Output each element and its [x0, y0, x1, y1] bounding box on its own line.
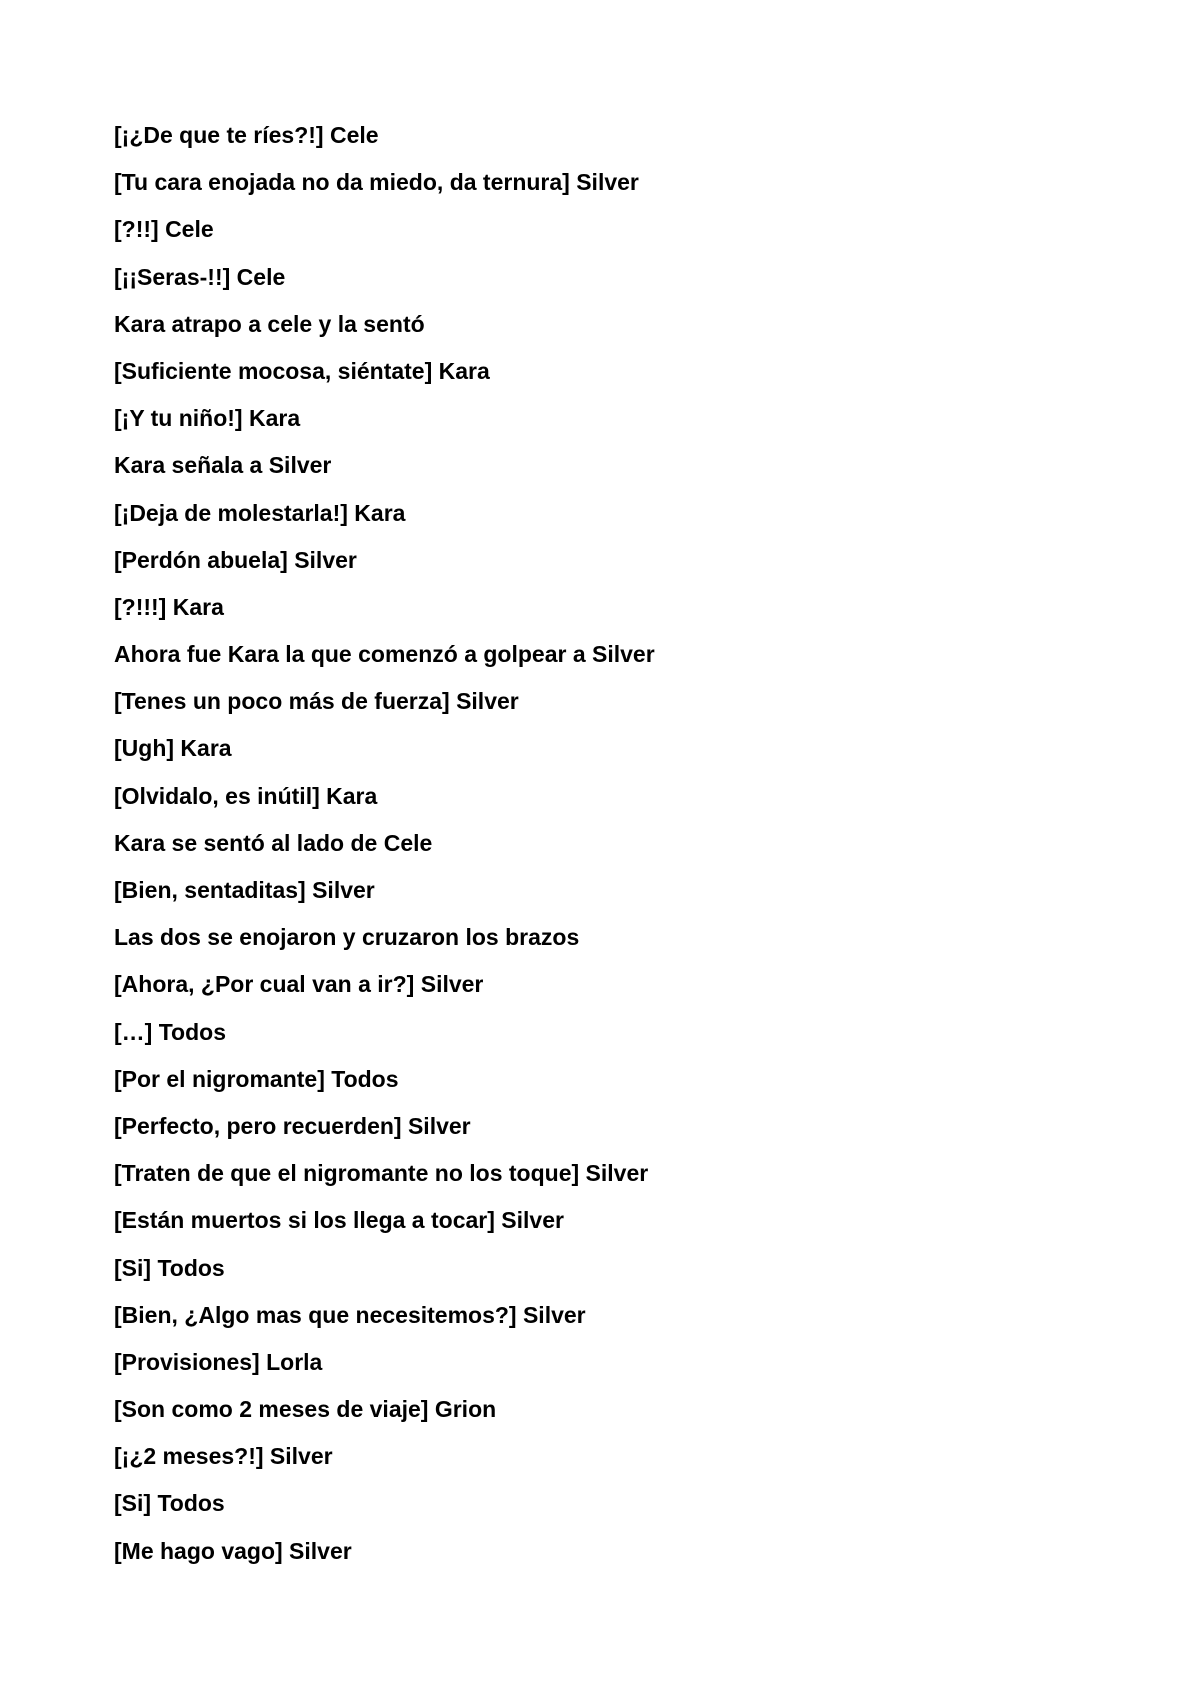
text-line: [Provisiones] Lorla: [114, 1348, 323, 1375]
text-line: [Bien, ¿Algo mas que necesitemos?] Silver: [114, 1301, 586, 1328]
text-line: Kara se sentó al lado de Cele: [114, 829, 433, 856]
dialogue-lines: [114, 112, 655, 1575]
text-line: [Bien, sentaditas] Silver: [114, 877, 375, 903]
text-line: Las dos se enojaron y cruzaron los brazos: [114, 924, 580, 951]
text-line: [¡¿De que te ríes?!] Cele: [114, 122, 379, 148]
text-line: [Perfecto, pero recuerden] Silver: [114, 1112, 471, 1139]
text-line: [¡Y tu niño!] Kara: [114, 405, 301, 432]
text-line: [Si] Todos: [114, 1490, 225, 1517]
text-line: Kara atrapo a cele y la sentó: [114, 310, 425, 337]
text-line: [?!!!] Kara: [114, 593, 224, 620]
text-line: [Por el nigromante] Todos: [114, 1065, 399, 1092]
text-line: [¡Deja de molestarla!] Kara: [114, 499, 406, 526]
text-line: [¡¿2 meses?!] Silver: [114, 1443, 333, 1470]
text-line: [Olvidalo, es inútil] Kara: [114, 782, 378, 809]
text-line: [Están muertos si los llega a tocar] Silver: [114, 1207, 564, 1234]
text-line: [Si] Todos: [114, 1254, 225, 1281]
text-line: [Ugh] Kara: [114, 735, 232, 762]
text-line: Kara señala a Silver: [114, 452, 332, 479]
text-line: [Me hago vago] Silver: [114, 1537, 352, 1564]
text-line: […] Todos: [114, 1018, 226, 1045]
text-line: [Ahora, ¿Por cual van a ir?] Silver: [114, 971, 484, 998]
text-line: [Suficiente mocosa, siéntate] Kara: [114, 357, 490, 384]
text-line: [Traten de que el nigromante no los toque] Silver: [114, 1160, 649, 1187]
text-line: [?!!] Cele: [114, 216, 214, 243]
text-line: [Perdón abuela] Silver: [114, 546, 357, 573]
text-line: Ahora fue Kara la que comenzó a golpear a Silver: [114, 641, 655, 668]
text-line: [Son como 2 meses de viaje] Grion: [114, 1396, 497, 1423]
text-line: [Tenes un poco más de fuerza] Silver: [114, 688, 519, 715]
text-line: [Tu cara enojada no da miedo, da ternura] Silver: [114, 169, 639, 196]
text-line: [¡¡Seras-!!] Cele: [114, 263, 286, 290]
